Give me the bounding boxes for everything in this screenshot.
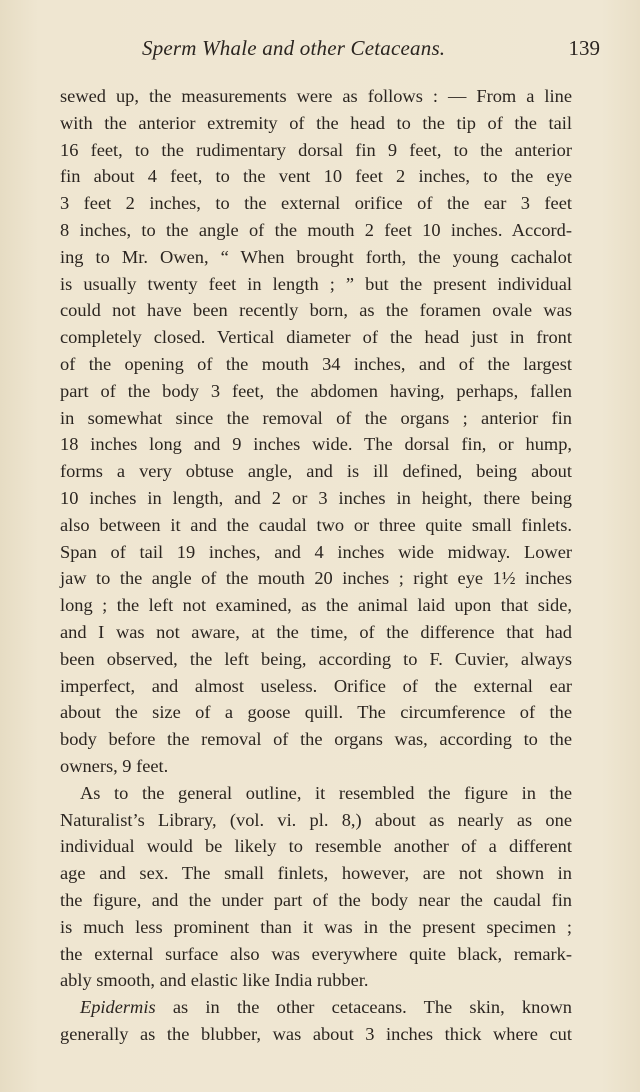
text-line: of the opening of the mouth 34 inches, and of the largest (60, 353, 572, 374)
running-head (60, 36, 600, 66)
text-line: 10 inches in length, and 2 or 3 inches in height, there being (60, 487, 572, 508)
text-line: imperfect, and almost useless. Orifice of the external ear (60, 675, 572, 696)
paragraph-end-line: owners, 9 feet. (60, 755, 169, 776)
text-line: individual would be likely to resemble another of a different (60, 836, 572, 857)
paragraph-end-line: ably smooth, and elastic like India rubber. (60, 970, 369, 991)
text-line: could not have been recently born, as the foramen ovale was (60, 300, 572, 321)
text-line: body before the removal of the organs was, according to the (60, 729, 572, 750)
text-line: age and sex. The small finlets, however, are not shown in (60, 863, 572, 884)
paragraph-start-line (60, 994, 572, 1021)
paragraph-start-line: As to the general outline, it resembled the figure in the (80, 782, 572, 803)
text-line: also between it and the caudal two or three quite small finlets. (60, 514, 572, 535)
text-line: in somewhat since the removal of the organs ; anterior fin (60, 407, 572, 428)
text-line: 3 feet 2 inches, to the external orifice of the ear 3 feet (60, 193, 572, 214)
text-line: about the size of a goose quill. The circumference of the (60, 702, 572, 723)
text-line: part of the body 3 feet, the abdomen having, perhaps, fallen (60, 380, 572, 401)
text-line: is usually twenty feet in length ; ” but the present individual (60, 273, 572, 294)
text-line: Naturalist’s Library, (vol. vi. pl. 8,) about as nearly as one (60, 809, 572, 830)
text-line: 8 inches, to the angle of the mouth 2 feet 10 inches. Accord- (60, 219, 572, 240)
text-line: completely closed. Vertical diameter of the head just in front (60, 327, 572, 348)
text-line: Span of tail 19 inches, and 4 inches wide midway. Lower (60, 541, 572, 562)
text-line: long ; the left not examined, as the animal laid upon that side, (60, 595, 572, 616)
text-line: and I was not aware, at the time, of the difference that had (60, 621, 572, 642)
text-line: been observed, the left being, according to F. Cuvier, always (60, 648, 572, 669)
text-line: sewed up, the measurements were as follows : — From a line (60, 86, 572, 106)
text-line: generally as the blubber, was about 3 inches thick where cut (60, 1023, 572, 1044)
text-line: fin about 4 feet, to the vent 10 feet 2 inches, to the eye (60, 166, 572, 187)
text-line: ing to Mr. Owen, “ When brought forth, the young cachalot (60, 246, 572, 267)
text-line: 18 inches long and 9 inches wide. The dorsal fin, or hump, (60, 434, 572, 455)
text-line: is much less prominent than it was in the present specimen ; (60, 916, 572, 937)
body-text (60, 83, 572, 1048)
text-line: jaw to the angle of the mouth 20 inches ; right eye 1½ inches (60, 568, 572, 589)
text-line: the figure, and the under part of the body near the caudal fin (60, 889, 572, 910)
text-line: with the anterior extremity of the head to the tip of the tail (60, 112, 572, 133)
text-line: the external surface also was everywhere quite black, remark- (60, 943, 572, 964)
text-line: 16 feet, to the rudimentary dorsal fin 9 feet, to the anterior (60, 139, 572, 160)
page-number: 139 (568, 36, 600, 60)
line-remainder: as in the other cetaceans. The skin, known (155, 997, 572, 1018)
text-line: forms a very obtuse angle, and is ill defined, being about (60, 461, 572, 482)
running-title: Sperm Whale and other Cetaceans. (142, 36, 446, 60)
italic-term: Epidermis (80, 997, 156, 1018)
